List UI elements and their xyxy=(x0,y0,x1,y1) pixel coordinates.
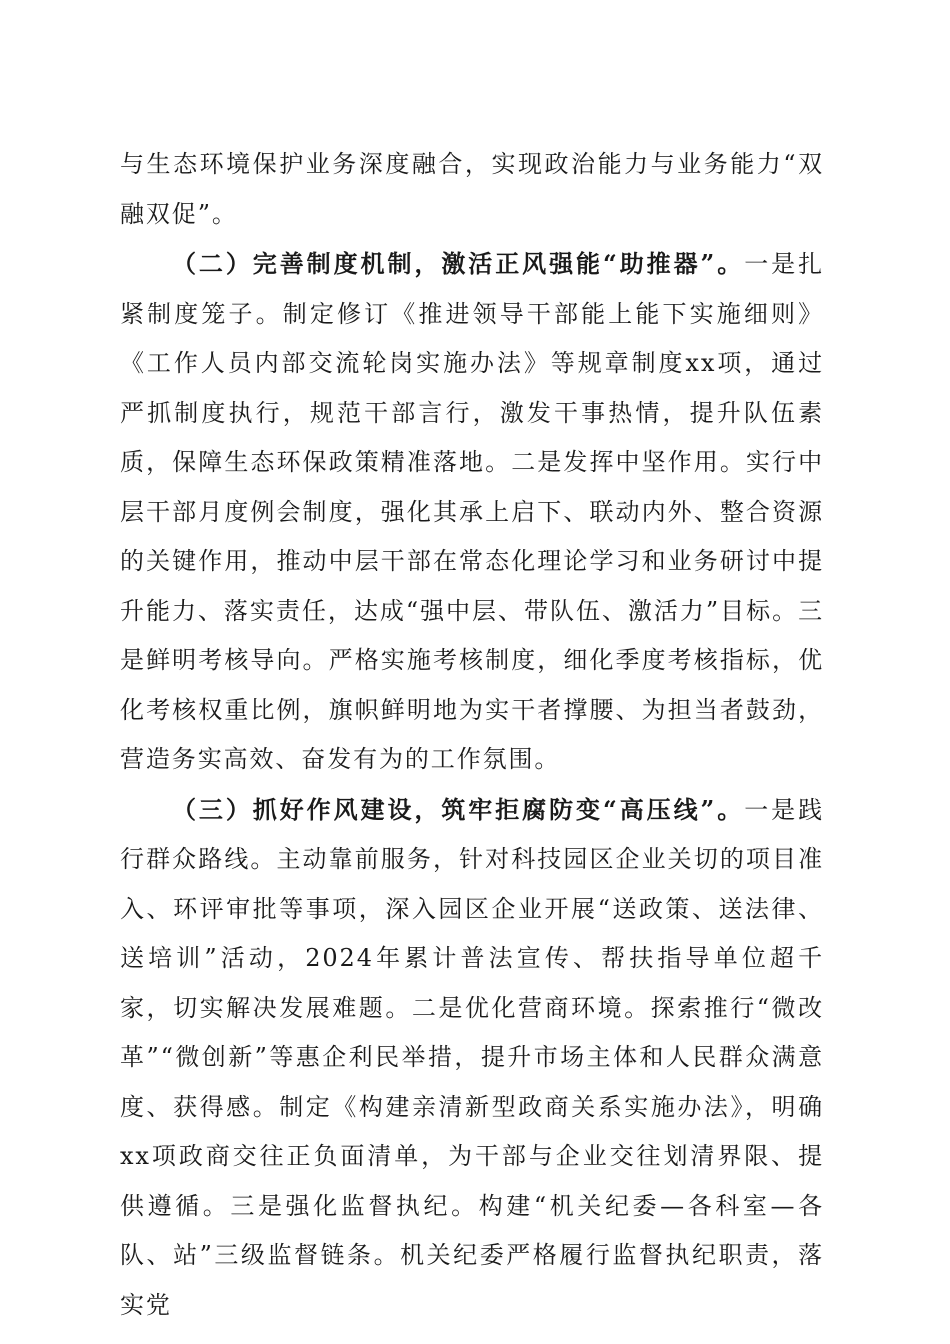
paragraph-section-2 xyxy=(120,239,824,785)
paragraph-section-3 xyxy=(120,785,824,1331)
section-heading: （三）抓好作风建设，筑牢拒腐防变“高压线”。 xyxy=(172,794,745,824)
document-page xyxy=(120,140,824,1330)
paragraph-body: 与生态环境保护业务深度融合，实现政治能力与业务能力“双融双促”。 xyxy=(120,150,824,228)
paragraph-body: 一是扎紧制度笼子。制定修订《推进领导干部能上能下实施细则》《工作人员内部交流轮岗实施办法》等规章制度xx项，通过严抓制度执行，规范干部言行，激发干事热情，提升队伍素质，保障生态环保政策精准落地。二是发挥中坚作用。实行中层干部月度例会制度，强化其承上启下、联动内外、整合资源的关键作用，推动中层干部在常态化理论学习和业务研讨中提升能力、落实责任，达成“强中层、带队伍、激活力”目标。三是鲜明考核导向。严格实施考核制度，细化季度考核指标，优化考核权重比例，旗帜鲜明地为实干者撑腰、为担当者鼓劲，营造务实高效、奋发有为的工作氛围。 xyxy=(120,250,824,773)
paragraph-body: 一是践行群众路线。主动靠前服务，针对科技园区企业关切的项目准入、环评审批等事项，深入园区企业开展“送政策、送法律、送培训”活动，2024年累计普法宣传、帮扶指导单位超千家，切实解决发展难题。二是优化营商环境。探索推行“微改革”“微创新”等惠企利民举措，提升市场主体和人民群众满意度、获得感。制定《构建亲清新型政商关系实施办法》，明确xx项政商交往正负面清单，为干部与企业交往划清界限、提供遵循。三是强化监督执纪。构建“机关纪委—各科室—各队、站”三级监督链条。机关纪委严格履行监督执纪职责，落实党 xyxy=(120,795,824,1319)
paragraph-continuation xyxy=(120,140,824,239)
section-heading: （二）完善制度机制，激活正风强能“助推器”。 xyxy=(172,249,745,278)
